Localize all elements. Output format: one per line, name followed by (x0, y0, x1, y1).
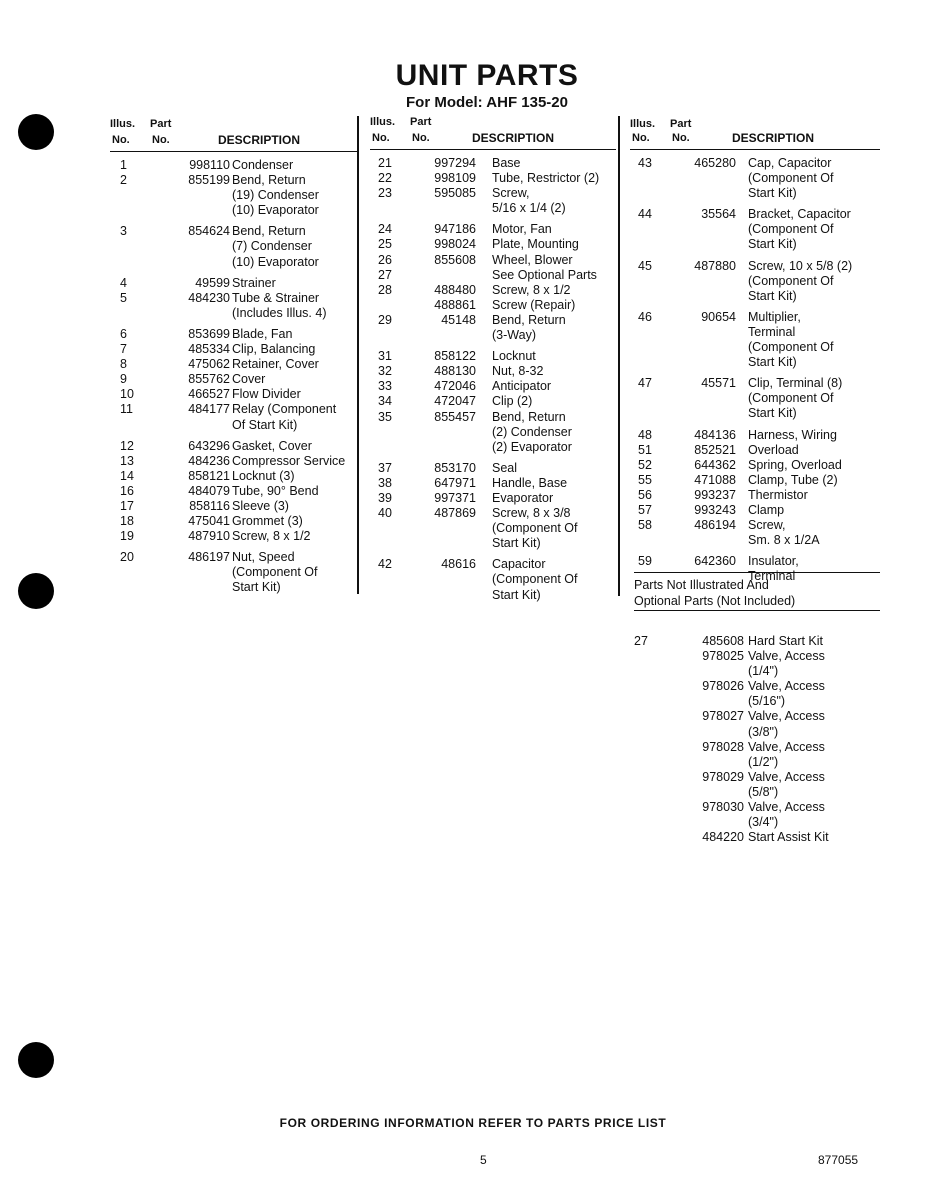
illus-number: 32 (378, 364, 392, 379)
part-description: Bend, Return (7) Condenser (10) Evaporator (232, 224, 319, 269)
part-header: Part (150, 118, 172, 130)
part-number: 647971 (434, 475, 476, 490)
part-row (370, 476, 616, 491)
illus-number: 44 (638, 207, 652, 222)
illus-number: 3 (120, 224, 127, 239)
part-description: Plate, Mounting (492, 237, 579, 252)
part-number: 484136 (694, 427, 736, 442)
part-number: 49599 (195, 275, 230, 290)
part-number: 90654 (701, 309, 736, 324)
part-number: 853170 (434, 460, 476, 475)
part-number: 858116 (189, 498, 230, 513)
part-row (110, 484, 358, 499)
part-number: 642360 (694, 554, 736, 569)
part-description: Bracket, Capacitor (Component Of Start Kit) (748, 207, 851, 252)
part-description: Valve, Access (5/8") (748, 769, 825, 799)
part-row (634, 634, 880, 649)
part-description: Start Assist Kit (748, 830, 829, 845)
part-row (110, 327, 358, 342)
part-description: Grommet (3) (232, 514, 303, 529)
illus-number: 45 (638, 258, 652, 273)
part-row (110, 402, 358, 432)
part-description: Valve, Access (1/4") (748, 649, 825, 679)
part-description: Hard Start Kit (748, 634, 824, 648)
part-row (634, 679, 880, 709)
part-number: 487880 (694, 258, 736, 273)
part-number: 484079 (188, 483, 230, 498)
illus-number: 47 (638, 376, 652, 391)
part-row (630, 488, 880, 503)
part-row (634, 830, 880, 845)
part-description: Anticipator (492, 379, 552, 394)
part-description: Insulator, Terminal (748, 554, 799, 584)
description-header: DESCRIPTION (732, 131, 815, 145)
illus-number: 14 (120, 468, 134, 483)
illus-number: 26 (378, 252, 392, 267)
description-header: DESCRIPTION (472, 131, 555, 145)
part-description: Nut, Speed (Component Of Start Kit) (232, 550, 318, 595)
illus-number: 21 (378, 156, 392, 170)
part-description: Base (492, 156, 521, 170)
part-row (634, 800, 880, 830)
part-description: Valve, Access (5/16") (748, 679, 825, 709)
part-number: 45148 (441, 312, 476, 327)
part-description: Locknut (3) (232, 468, 295, 483)
part-row (630, 458, 880, 473)
part-number: 643296 (188, 438, 230, 453)
part-description: Nut, 8-32 (492, 364, 544, 379)
part-row (634, 649, 880, 679)
part-row (630, 156, 880, 201)
illus-no-header: No. (112, 134, 130, 146)
part-row (110, 291, 358, 321)
parts-list (630, 156, 880, 584)
part-description: Screw, 10 x 5/8 (2) (Component Of Start Kit) (748, 258, 853, 303)
part-row (630, 310, 880, 370)
illus-number: 1 (120, 158, 127, 172)
parts-column-1 (110, 118, 358, 596)
part-description: Spring, Overload (748, 457, 842, 472)
part-description: See Optional Parts (492, 267, 597, 282)
part-row (630, 428, 880, 443)
part-description: Tube, 90° Bend (232, 483, 319, 498)
part-row (110, 224, 358, 269)
illus-number: 56 (638, 487, 652, 502)
part-number: 854624 (188, 224, 230, 239)
part-number: 993237 (694, 487, 736, 502)
illus-number: 40 (378, 506, 392, 521)
illus-number: 10 (120, 387, 134, 402)
part-row (110, 357, 358, 372)
part-row (370, 461, 616, 476)
part-number: 475062 (188, 357, 230, 372)
part-description: Wheel, Blower (492, 252, 573, 267)
column-header (110, 118, 358, 150)
part-description: Motor, Fan (492, 222, 552, 237)
part-description: Handle, Base (492, 475, 568, 490)
part-description: Valve, Access (1/2") (748, 739, 825, 769)
part-description: Thermistor (748, 487, 808, 502)
document-number: 877055 (818, 1153, 859, 1167)
part-description: Clip, Terminal (8) (Component Of Start Kit) (748, 376, 843, 421)
part-row (370, 506, 616, 551)
part-description: Bend, Return (2) Condenser (2) Evaporator (492, 409, 572, 454)
part-number: 484220 (702, 830, 744, 845)
part-number: 472046 (434, 379, 476, 394)
header-rule (110, 151, 358, 152)
part-number: 488480 (434, 282, 476, 297)
illus-number: 48 (638, 427, 652, 442)
illus-number: 42 (378, 557, 392, 572)
part-description: Screw, 8 x 1/2 (232, 529, 311, 544)
part-number: 475041 (188, 514, 230, 529)
part-description: Compressor Service (232, 453, 346, 468)
part-number: 858122 (434, 349, 476, 364)
column-divider (357, 116, 359, 594)
part-number: 978030 (702, 800, 744, 815)
illus-number: 18 (120, 514, 134, 529)
illus-number: 43 (638, 156, 652, 170)
illus-number: 34 (378, 394, 392, 409)
part-row (630, 259, 880, 304)
illus-number: 11 (120, 402, 133, 417)
not-illustrated-line-2: Optional Parts (Not Included) (634, 593, 880, 611)
part-row (370, 222, 616, 237)
part-description: Screw, 5/16 x 1/4 (2) (492, 186, 566, 216)
part-description: Condenser (232, 158, 294, 172)
column-divider (618, 116, 620, 596)
illus-number: 38 (378, 475, 392, 490)
optional-parts (634, 628, 880, 845)
part-number: 486197 (188, 550, 230, 565)
part-number: 472047 (434, 394, 476, 409)
part-row (370, 186, 616, 216)
part-description: Clip (2) (492, 394, 533, 409)
part-number: 465280 (694, 156, 736, 170)
part-description: Valve, Access (3/4") (748, 800, 825, 830)
part-number: 978028 (702, 739, 744, 754)
part-description: Clip, Balancing (232, 342, 316, 357)
part-description: Bend, Return (3-Way) (492, 312, 566, 343)
part-row (634, 740, 880, 770)
column-header (370, 116, 616, 148)
parts-list (110, 158, 358, 596)
part-row (110, 529, 358, 544)
part-description: Blade, Fan (232, 326, 293, 341)
illus-number: 58 (638, 518, 652, 533)
part-row (370, 313, 616, 343)
part-number: 471088 (694, 472, 736, 487)
part-number: 852521 (694, 442, 736, 457)
part-number: 978025 (702, 649, 744, 664)
illus-number: 7 (120, 342, 127, 357)
part-description: Screw, 8 x 3/8 (Component Of Start Kit) (492, 506, 578, 551)
part-description: Overload (748, 442, 799, 457)
illus-number: 23 (378, 186, 392, 201)
part-number: 978029 (702, 769, 744, 784)
illus-number: 16 (120, 483, 134, 498)
part-number: 485608 (702, 634, 744, 648)
parts-list (370, 156, 616, 603)
illus-number: 39 (378, 490, 392, 505)
part-description: Clamp, Tube (2) (748, 472, 838, 487)
illus-no-header: No. (372, 132, 390, 144)
binder-hole-bottom (18, 1042, 54, 1078)
part-no-header: No. (412, 132, 430, 144)
part-number: 595085 (434, 186, 476, 201)
illus-number: 12 (120, 438, 134, 453)
illus-header: Illus. (370, 116, 396, 128)
illus-number: 35 (378, 409, 392, 424)
part-row (634, 770, 880, 800)
illus-number: 2 (120, 173, 127, 188)
part-description: Bend, Return (19) Condenser (10) Evaporator (232, 173, 319, 218)
part-number: 855608 (434, 252, 476, 267)
part-description: Screw, 8 x 1/2 (492, 282, 571, 297)
part-row (110, 387, 358, 402)
part-row (370, 268, 616, 283)
part-number: 947186 (434, 222, 476, 237)
binder-hole-top (18, 114, 54, 150)
illus-number: 29 (378, 312, 392, 327)
part-number: 484236 (188, 453, 230, 468)
part-description: Valve, Access (3/8") (748, 709, 825, 739)
illus-number: 59 (638, 554, 652, 569)
part-description: Tube, Restrictor (2) (492, 171, 600, 186)
illus-number: 24 (378, 222, 392, 237)
part-row (370, 364, 616, 379)
part-row (634, 709, 880, 739)
part-number: 998109 (434, 171, 476, 186)
part-description: Relay (Component Of Start Kit) (232, 402, 337, 432)
illus-header: Illus. (110, 118, 136, 130)
model-subtitle: For Model: AHF 135-20 (406, 94, 568, 111)
illus-number: 13 (120, 453, 134, 468)
page-title: UNIT PARTS (395, 59, 579, 92)
illus-number: 22 (378, 171, 392, 186)
part-number: 997294 (434, 156, 476, 170)
parts-column-2 (370, 116, 616, 603)
part-number: 487869 (434, 506, 476, 521)
part-row (630, 207, 880, 252)
part-row (370, 557, 616, 602)
part-row (630, 518, 880, 548)
part-row (370, 171, 616, 186)
part-number: 35564 (701, 207, 736, 222)
part-no-header: No. (152, 134, 170, 146)
part-row (110, 550, 358, 595)
illus-number: 31 (378, 349, 392, 364)
part-header: Part (410, 116, 432, 128)
illus-number: 27 (634, 634, 648, 648)
part-description: Seal (492, 460, 518, 475)
optional-parts-list (634, 634, 880, 845)
part-description: Clamp (748, 502, 785, 517)
part-number: 486194 (694, 518, 736, 533)
illus-number: 25 (378, 237, 392, 252)
part-number: 484177 (188, 402, 230, 417)
part-row (370, 410, 616, 455)
part-row (110, 173, 358, 218)
part-row (370, 283, 616, 298)
part-row (630, 503, 880, 518)
part-description: Strainer (232, 275, 276, 290)
part-description: Locknut (492, 349, 536, 364)
part-row (110, 372, 358, 387)
illus-no-header: No. (632, 132, 650, 144)
part-row (370, 253, 616, 268)
illus-number: 37 (378, 460, 392, 475)
binder-hole-middle (18, 573, 54, 609)
part-number: 997371 (434, 490, 476, 505)
part-number: 484230 (188, 290, 230, 305)
part-no-header: No. (672, 132, 690, 144)
part-description: Flow Divider (232, 387, 301, 402)
part-description: Screw, Sm. 8 x 1/2A (748, 518, 820, 548)
page-number: 5 (480, 1153, 487, 1167)
part-number: 45571 (701, 376, 736, 391)
part-number: 998110 (189, 158, 230, 172)
part-row (370, 237, 616, 252)
part-number: 644362 (694, 457, 736, 472)
illus-number: 46 (638, 309, 652, 324)
part-description: Evaporator (492, 490, 554, 505)
part-number: 853699 (188, 326, 230, 341)
illus-number: 27 (378, 267, 392, 282)
part-number: 855199 (188, 173, 230, 188)
part-row (630, 473, 880, 488)
part-row (370, 156, 616, 171)
part-number: 488130 (434, 364, 476, 379)
part-row (370, 298, 616, 313)
part-number: 485334 (188, 342, 230, 357)
part-number: 978027 (702, 709, 744, 724)
illus-number: 55 (638, 472, 652, 487)
part-number: 855457 (434, 409, 476, 424)
column-header (630, 118, 880, 150)
illus-number: 8 (120, 357, 127, 372)
illus-number: 9 (120, 372, 127, 387)
part-row (630, 376, 880, 421)
illus-header: Illus. (630, 118, 656, 130)
part-row (370, 491, 616, 506)
header-rule (370, 149, 616, 150)
not-illustrated-heading (634, 577, 880, 611)
part-description: Sleeve (3) (232, 498, 289, 513)
part-row (110, 276, 358, 291)
illus-number: 19 (120, 529, 134, 544)
part-description: Harness, Wiring (748, 427, 837, 442)
part-row (370, 349, 616, 364)
illus-number: 20 (120, 550, 134, 565)
part-row (110, 454, 358, 469)
part-row (630, 443, 880, 458)
part-number: 48616 (441, 557, 476, 572)
part-number: 998024 (434, 237, 476, 252)
illus-number: 51 (638, 442, 652, 457)
part-number: 466527 (188, 387, 230, 402)
illus-number: 4 (120, 275, 127, 290)
part-number: 488861 (434, 297, 476, 312)
part-description: Gasket, Cover (232, 438, 312, 453)
illus-number: 52 (638, 457, 652, 472)
part-number: 858121 (188, 468, 230, 483)
part-row (110, 342, 358, 357)
description-header: DESCRIPTION (218, 133, 301, 147)
part-description: Multiplier, Terminal (Component Of Start Kit) (748, 309, 834, 370)
illus-number: 5 (120, 290, 127, 305)
part-description: Screw (Repair) (492, 297, 576, 312)
not-illustrated-line-1: Parts Not Illustrated And (634, 578, 769, 592)
part-row (110, 469, 358, 484)
part-header: Part (670, 118, 692, 130)
illus-number: 28 (378, 282, 392, 297)
part-row (110, 514, 358, 529)
part-description: Retainer, Cover (232, 357, 319, 372)
illus-number: 33 (378, 379, 392, 394)
section-rule (634, 572, 880, 573)
part-number: 855762 (188, 372, 230, 387)
illus-number: 57 (638, 502, 652, 517)
part-number: 993243 (694, 502, 736, 517)
part-description: Tube & Strainer (Includes Illus. 4) (232, 290, 327, 320)
part-description: Cover (232, 372, 266, 387)
illus-number: 6 (120, 326, 127, 341)
illus-number: 17 (120, 498, 134, 513)
page-header (0, 58, 946, 112)
part-number: 487910 (188, 529, 230, 544)
parts-column-3 (630, 118, 880, 590)
ordering-footer: FOR ORDERING INFORMATION REFER TO PARTS PRICE LIST (279, 1116, 667, 1130)
part-row (110, 158, 358, 173)
part-description: Capacitor (Component Of Start Kit) (492, 557, 578, 602)
part-row (370, 379, 616, 394)
part-row (370, 394, 616, 409)
part-number: 978026 (702, 679, 744, 694)
part-row (110, 499, 358, 514)
part-row (110, 439, 358, 454)
part-description: Cap, Capacitor (Component Of Start Kit) (748, 156, 834, 201)
